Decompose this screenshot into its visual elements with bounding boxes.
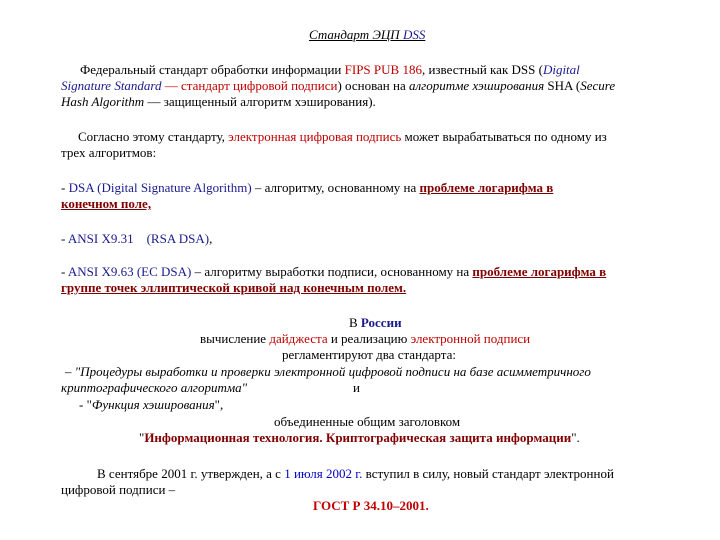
russia-quote-comma: ", — [214, 397, 224, 412]
p1-hash-algorithm-ru: алгоритме хэширования — [409, 78, 545, 93]
final-text-c: вступил в силу, новый стандарт электронной — [362, 466, 614, 481]
alg1-line-2: конечном поле, — [61, 196, 152, 211]
p1-text-a: Федеральный стандарт обработки информации — [80, 62, 345, 77]
alg1-dash: - — [61, 180, 69, 195]
standard-1-title-cont: криптографического алгоритма" — [61, 380, 248, 395]
russia-e-signature: электронной подписи — [410, 331, 531, 346]
russia-line-1 — [349, 315, 402, 331]
p2-eds: электронная цифровая подпись — [228, 129, 402, 144]
p1-sha: SHA ( — [544, 78, 581, 93]
p1-signature-standard: Signature Standard — [61, 78, 162, 93]
alg3-line-2: группе точек эллиптической кривой над конечным полем. — [61, 280, 407, 295]
alg2-dash: - — [61, 231, 68, 246]
alg3-problem: проблеме логарифма в — [472, 264, 607, 279]
p2-line-1 — [78, 129, 607, 145]
russia-word: России — [360, 315, 402, 330]
russia-line-4 — [65, 364, 591, 380]
p1-text-g: ) основан на — [337, 78, 409, 93]
final-date: 1 июля 2002 г. — [284, 466, 363, 481]
standard-2-title: Функция хэширования — [91, 397, 215, 412]
p1-fips: FIPS PUB 186 — [344, 62, 422, 77]
alg1-problem: проблеме логарифма в — [419, 180, 554, 195]
alg3-name: ANSI X9.63 (EC DSA) — [67, 264, 192, 279]
p1-line-1 — [80, 62, 580, 78]
russia-in: В — [349, 315, 361, 330]
alg3-line-1 — [61, 264, 606, 280]
p1-text-c: , известный как DSS ( — [421, 62, 543, 77]
alg1-name: DSA (Digital Signature Algorithm) — [68, 180, 252, 195]
title-acronym: DSS — [402, 27, 426, 42]
alg3-dash: - — [61, 264, 68, 279]
p1-line-3 — [61, 94, 376, 110]
russia-dash-2: - " — [79, 397, 92, 412]
p2-text-a: Согласно этому стандарту, — [78, 129, 229, 144]
alg3-text-c: – алгоритму выработки подписи, основанному на — [191, 264, 473, 279]
russia-open-quote: " — [139, 430, 145, 445]
alg1-text-c: – алгоритму, основанному на — [251, 180, 420, 195]
russia-line-3: регламентируют два стандарта: — [282, 347, 456, 362]
p2-text-c: может вырабатываться по одному из — [401, 129, 607, 144]
standard-1-title: "Процедуры выработки и проверки электронной цифровой подписи на базе асимметричного — [74, 364, 591, 379]
p1-secure: Secure — [580, 78, 616, 93]
final-line-1 — [97, 466, 614, 482]
russia-line-7: объединенные общим заголовком — [274, 414, 461, 429]
russia-dash-1: – — [65, 364, 75, 379]
russia-text-e: и реализацию — [327, 331, 411, 346]
p1-hash-algorithm-en: Hash Algorithm — [61, 94, 145, 109]
final-line-2: цифровой подписи – — [61, 482, 176, 497]
title-prefix: Стандарт ЭЦП — [309, 27, 403, 42]
alg1-line-1 — [61, 180, 553, 196]
russia-digest: дайджеста — [269, 331, 328, 346]
p1-text-l: — защищенный алгоритм хэширования). — [144, 94, 376, 109]
gost-standard: ГОСТ Р 34.10–2001. — [313, 498, 429, 513]
russia-line-6 — [79, 397, 223, 413]
russia-text-c: вычисление — [200, 331, 270, 346]
p2-line-2: трех алгоритмов: — [61, 145, 157, 160]
russia-line-5 — [61, 380, 247, 396]
p1-line-2 — [61, 78, 615, 94]
document-title — [309, 27, 425, 43]
russia-line-2 — [200, 331, 530, 347]
russia-and: и — [353, 380, 360, 395]
alg2-comma: , — [209, 231, 213, 246]
p1-digital: Digital — [542, 62, 580, 77]
alg2-line — [61, 231, 212, 247]
common-heading: Информационная технология. Криптографическая защита информации — [144, 430, 572, 445]
p1-standard-ru: — стандарт цифровой подписи — [161, 78, 338, 93]
russia-close-quote: ". — [571, 430, 580, 445]
alg2-name: ANSI X9.31 (RSA DSA) — [67, 231, 210, 246]
russia-line-8 — [139, 430, 580, 446]
final-text-a: В сентябре 2001 г. утвержден, а с — [97, 466, 285, 481]
